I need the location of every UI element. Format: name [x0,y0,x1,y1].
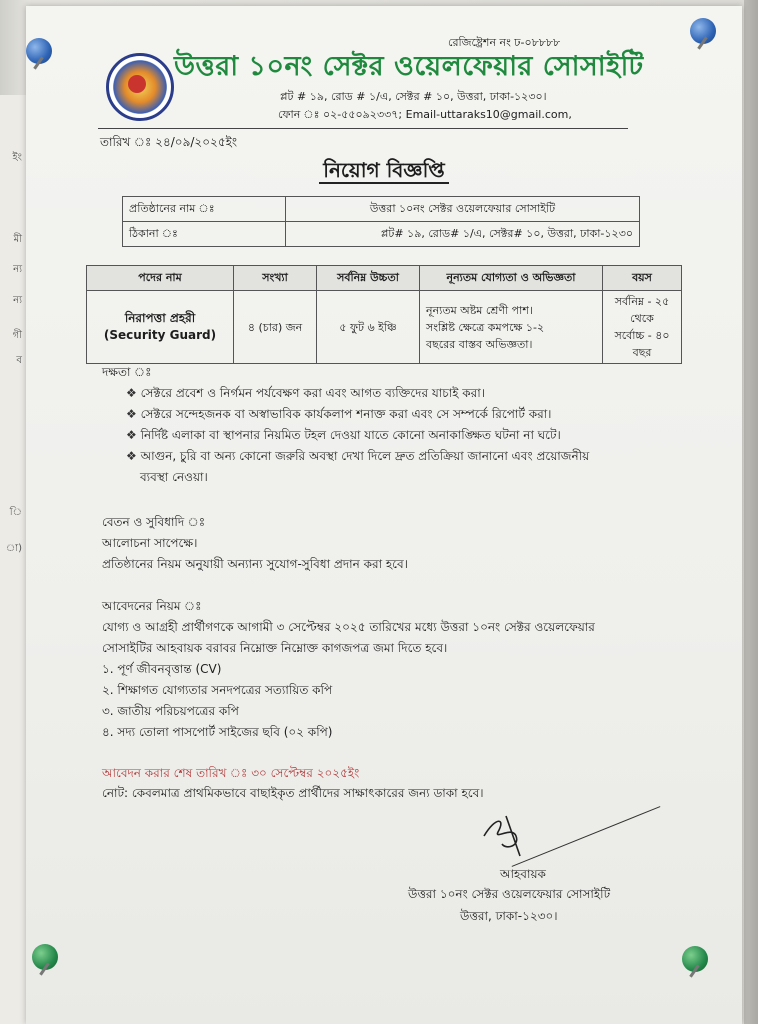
qualification: নূন্যতম অষ্টম শ্রেণী পাশ। সংশ্লিষ্ট ক্ষেত্রে কমপক্ষে ১-২ বছরের বাস্তব অভিজ্ঞতা। [420,291,603,364]
info-value: উত্তরা ১০নং সেক্টর ওয়েলফেয়ার সোসাইটি [286,197,640,222]
notice-title: নিয়োগ বিজ্ঞপ্তি [26,156,742,189]
column-header: নূন্যতম যোগ্যতা ও অভিজ্ঞতা [420,266,603,291]
list-item: ❖ সেক্টরে প্রবেশ ও নির্গমন পর্যবেক্ষণ করা এবং আগত ব্যক্তিদের যাচাই করা। [126,383,702,404]
apply-intro: সোসাইটির আহবায়ক বরাবর নিম্নোক্ত নিম্নোক্ত কাগজপত্র জমা দিতে হবে। [102,641,448,655]
fragment-text: া) [5,543,22,554]
fragment-text: ি [9,507,22,518]
pushpin-blue [26,38,52,64]
info-value: প্লট# ১৯, রোড# ১/এ, সেক্টর# ১০, উত্তরা, ঢাকা-১২৩০ [286,222,640,247]
doc-item: ৩. জাতীয় পরিচয়পত্রের কপি [102,704,239,718]
column-header: সর্বনিম্ন উচ্চতা [317,266,420,291]
column-header: বয়স [603,266,682,291]
table-row [87,291,682,364]
salary-section [102,512,702,575]
table-header-row [87,266,682,291]
fragment-text: ন্য [13,264,22,275]
salary-line: আলোচনা সাপেক্ষে। [102,536,198,550]
info-label: ঠিকানা ঃ [123,222,286,247]
list-item: ❖ আগুন, চুরি বা অন্য কোনো জরুরি অবস্থা দেখা দিলে দ্রুত প্রতিক্রিয়া জানানো এবং প্রয়োজনীয় [126,446,702,467]
fragment-text: ইং [12,152,22,163]
fragment-text: ন্য [13,295,22,306]
pushpin-blue [690,18,716,44]
fragment-text: মী [13,234,22,245]
wall-edge [744,0,758,1024]
adjacent-notice-fragment [0,95,27,1024]
list-item: ❖ নির্দিষ্ট এলাকা বা স্থাপনার নিয়মিত টহল দেওয়া যাতে কোনো অনাকাঙ্ক্ষিত ঘটনা না ঘটে। [126,425,702,446]
info-label: প্রতিষ্ঠানের নাম ঃ [123,197,286,222]
header-divider [98,128,628,129]
list-item: ❖ সেক্টরে সন্দেহজনক বা অস্বাভাবিক কার্যকলাপ শনাক্ত করা এবং সে সম্পর্কে রিপোর্ট করা। [126,404,702,425]
fragment-text: গী [12,330,22,341]
post-name: নিরাপত্তা প্রহরী (Security Guard) [87,291,234,364]
doc-item: ৪. সদ্য তোলা পাসপোর্ট সাইজের ছবি (০২ কপি) [102,725,333,739]
fragment-text: ব [16,355,22,366]
list-item-continued: ব্যবস্থা নেওয়া। [140,470,208,484]
note: নোট: কেবলমাত্র প্রাথমিকভাবে বাছাইকৃত প্রার্থীদের সাক্ষাৎকারের জন্য ডাকা হবে। [102,786,484,800]
pushpin-green [682,946,708,972]
apply-section [102,596,712,743]
notice-date: তারিখ ঃ ২৪/০৯/২০২৫ইং [100,135,238,149]
doc-item: ১. পূর্ণ জীবনবৃত্তান্ত (CV) [102,662,222,676]
notice-sheet [26,6,742,1024]
apply-intro: যোগ্য ও আগ্রহী প্রার্থীগণকে আগামী ৩ সেপ্টেম্বর ২০২৫ তারিখের মধ্যে উত্তরা ১০নং সেক্টর ওয়েলফেয়ার [102,620,595,634]
org-name: উত্তরা ১০নং সেক্টর ওয়েলফেয়ার সোসাইটি [174,51,644,82]
table-row [123,197,640,222]
registration-number: রেজিষ্ট্রেশন নং ঢ-০৮৮৮৮ [448,36,561,49]
salary-line: প্রতিষ্ঠানের নিয়ম অনুযায়ী অন্যান্য সুযোগ-সুবিধা প্রদান করা হবে। [102,557,408,571]
column-header: সংখ্যা [234,266,317,291]
org-info-table [122,196,640,247]
salary-heading: বেতন ও সুবিধাদি ঃ [102,515,206,529]
society-logo [106,53,174,121]
deadline: আবেদন করার শেষ তারিখ ঃ ৩০ সেপ্টেম্বর ২০২৫ইং [102,766,360,780]
min-height: ৫ ফুট ৬ ইঞ্চি [317,291,420,364]
skills-heading: দক্ষতা ঃ [102,365,152,379]
apply-heading: আবেদনের নিয়ম ঃ [102,599,202,613]
doc-item: ২. শিক্ষাগত যোগ্যতার সনদপত্রের সত্যায়িত কপি [102,683,333,697]
pushpin-green [32,944,58,970]
column-header: পদের নাম [87,266,234,291]
org-address: প্লট # ১৯, রোড # ১/এ, সেক্টর # ১০, উত্তরা, ঢাকা-১২৩০। [280,90,547,103]
signatory-role: আহবায়ক [500,867,546,881]
org-contact: ফোন ঃ ০২-৫৫০৯২৩৩৭; Email-uttaraks10@gmail.com, [278,108,572,121]
signatory-org: উত্তরা ১০নং সেক্টর ওয়েলফেয়ার সোসাইটি [408,887,611,901]
post-count: ৪ (চার) জন [234,291,317,364]
skills-section [102,362,702,488]
signatory-place: উত্তরা, ঢাকা-১২৩০। [460,909,558,923]
table-row [123,222,640,247]
job-table [86,265,682,364]
age-range: সর্বনিম্ন - ২৫ থেকে সর্বোচ্চ - ৪০ বছর [603,291,682,364]
